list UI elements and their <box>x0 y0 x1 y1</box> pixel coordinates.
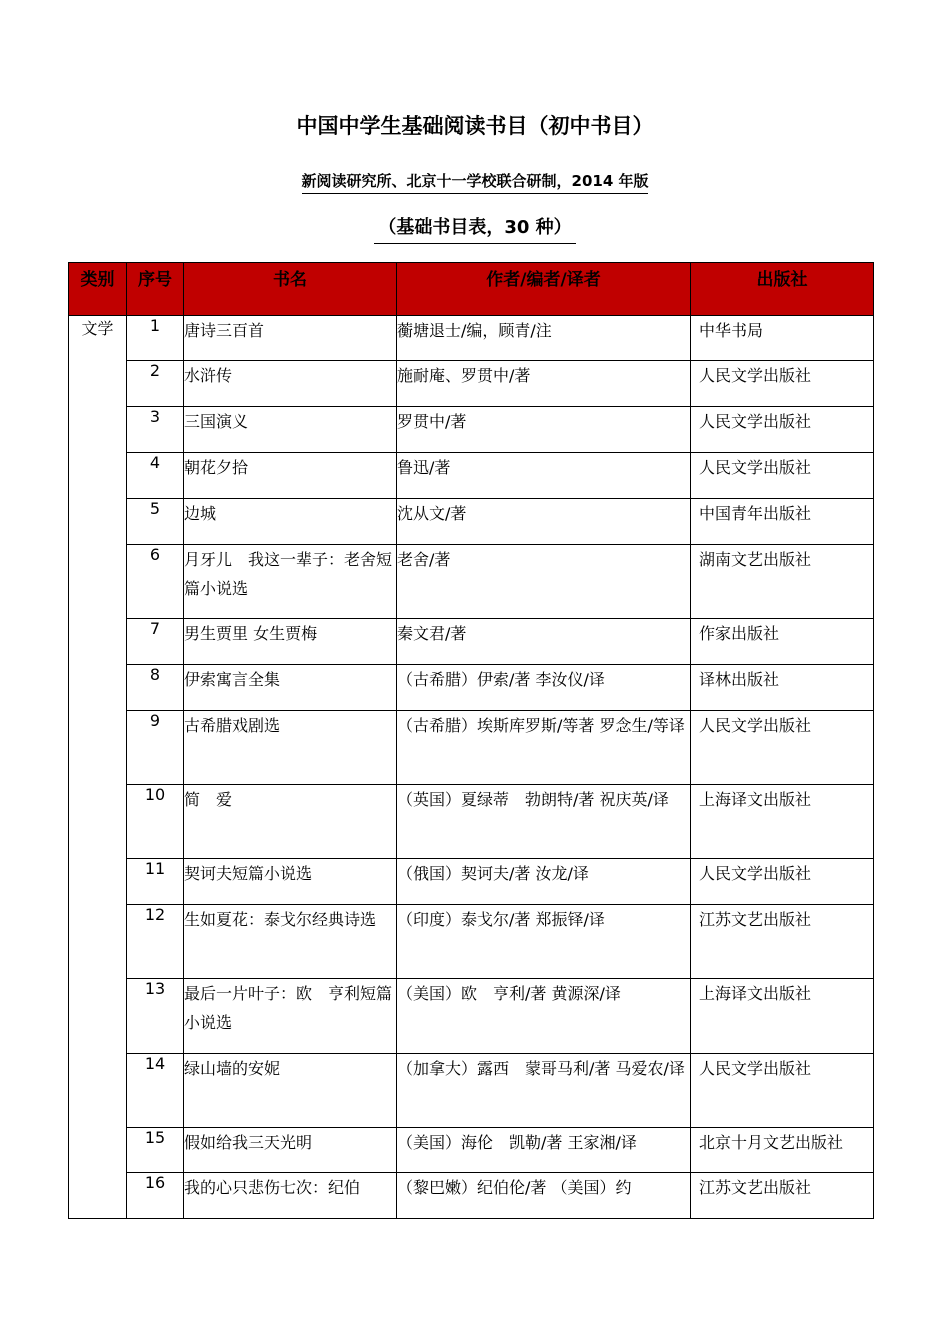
table-row <box>69 905 874 979</box>
header-category: 类别 <box>69 263 127 316</box>
book-author: 蘅塘退士/编，顾青/注 <box>397 316 691 361</box>
book-publisher: 作家出版社 <box>691 619 874 665</box>
row-number: 15 <box>127 1128 184 1173</box>
book-author: （英国）夏绿蒂 勃朗特/著 祝庆英/译 <box>397 785 691 859</box>
book-title: 伊索寓言全集 <box>184 665 397 711</box>
book-publisher: 人民文学出版社 <box>691 453 874 499</box>
row-number: 5 <box>127 499 184 545</box>
subtitle <box>0 170 950 194</box>
book-author: 施耐庵、罗贯中/著 <box>397 361 691 407</box>
row-number: 3 <box>127 407 184 453</box>
row-number: 10 <box>127 785 184 859</box>
table-row <box>69 711 874 785</box>
book-title: 我的心只悲伤七次：纪伯 <box>184 1173 397 1219</box>
book-publisher: 人民文学出版社 <box>691 711 874 785</box>
book-title: 生如夏花：泰戈尔经典诗选 <box>184 905 397 979</box>
book-author: （俄国）契诃夫/著 汝龙/译 <box>397 859 691 905</box>
table-row <box>69 1173 874 1219</box>
book-author: 老舍/著 <box>397 545 691 619</box>
row-number: 2 <box>127 361 184 407</box>
book-author: （美国）海伦 凯勒/著 王家湘/译 <box>397 1128 691 1173</box>
book-title: 简 爱 <box>184 785 397 859</box>
book-publisher: 人民文学出版社 <box>691 361 874 407</box>
book-title: 三国演义 <box>184 407 397 453</box>
book-publisher: 江苏文艺出版社 <box>691 1173 874 1219</box>
book-author: （美国）欧 亨利/著 黄源深/译 <box>397 979 691 1054</box>
book-author: 罗贯中/著 <box>397 407 691 453</box>
book-title: 朝花夕拾 <box>184 453 397 499</box>
row-number: 6 <box>127 545 184 619</box>
book-title: 最后一片叶子：欧 亨利短篇小说选 <box>184 979 397 1054</box>
book-list-table <box>68 262 874 1219</box>
table-row <box>69 361 874 407</box>
book-title: 假如给我三天光明 <box>184 1128 397 1173</box>
book-author: 鲁迅/著 <box>397 453 691 499</box>
book-author: （印度）泰戈尔/著 郑振铎/译 <box>397 905 691 979</box>
book-author: （古希腊）埃斯库罗斯/等著 罗念生/等译 <box>397 711 691 785</box>
table-row <box>69 499 874 545</box>
row-number: 7 <box>127 619 184 665</box>
row-number: 8 <box>127 665 184 711</box>
row-number: 11 <box>127 859 184 905</box>
book-author: 秦文君/著 <box>397 619 691 665</box>
book-publisher: 北京十月文艺出版社 <box>691 1128 874 1173</box>
row-number: 12 <box>127 905 184 979</box>
row-number: 13 <box>127 979 184 1054</box>
book-publisher: 湖南文艺出版社 <box>691 545 874 619</box>
book-title: 月牙儿 我这一辈子：老舍短篇小说选 <box>184 545 397 619</box>
book-author: （加拿大）露西 蒙哥马利/著 马爱农/译 <box>397 1054 691 1128</box>
table-caption-text: （基础书目表，30 种） <box>374 213 575 244</box>
header-title: 书名 <box>184 263 397 316</box>
row-number: 9 <box>127 711 184 785</box>
book-title: 边城 <box>184 499 397 545</box>
table-header-row <box>69 263 874 316</box>
row-number: 16 <box>127 1173 184 1219</box>
table-row <box>69 545 874 619</box>
table-caption <box>0 213 950 244</box>
table-row <box>69 316 874 361</box>
table-row <box>69 979 874 1054</box>
book-publisher: 中国青年出版社 <box>691 499 874 545</box>
book-publisher: 人民文学出版社 <box>691 407 874 453</box>
book-publisher: 人民文学出版社 <box>691 1054 874 1128</box>
book-publisher: 译林出版社 <box>691 665 874 711</box>
book-publisher: 江苏文艺出版社 <box>691 905 874 979</box>
book-author: 沈从文/著 <box>397 499 691 545</box>
header-number: 序号 <box>127 263 184 316</box>
header-publisher: 出版社 <box>691 263 874 316</box>
page-title: 中国中学生基础阅读书目（初中书目） <box>296 114 654 138</box>
book-title: 男生贾里 女生贾梅 <box>184 619 397 665</box>
table-body <box>69 316 874 1219</box>
header-author: 作者/编者/译者 <box>397 263 691 316</box>
table-row <box>69 665 874 711</box>
subtitle-text: 新阅读研究所、北京十一学校联合研制，2014 年版 <box>302 170 649 194</box>
book-publisher: 人民文学出版社 <box>691 859 874 905</box>
category-cell: 文学 <box>69 316 127 1219</box>
table-row <box>69 859 874 905</box>
book-title: 契诃夫短篇小说选 <box>184 859 397 905</box>
book-title: 古希腊戏剧选 <box>184 711 397 785</box>
row-number: 14 <box>127 1054 184 1128</box>
book-title: 绿山墙的安妮 <box>184 1054 397 1128</box>
table-row <box>69 1128 874 1173</box>
book-author: （黎巴嫩）纪伯伦/著 （美国）约 <box>397 1173 691 1219</box>
book-title: 唐诗三百首 <box>184 316 397 361</box>
book-author: （古希腊）伊索/著 李汝仪/译 <box>397 665 691 711</box>
table-row <box>69 619 874 665</box>
book-publisher: 上海译文出版社 <box>691 785 874 859</box>
table-row <box>69 407 874 453</box>
book-title: 水浒传 <box>184 361 397 407</box>
table-row <box>69 1054 874 1128</box>
row-number: 4 <box>127 453 184 499</box>
row-number: 1 <box>127 316 184 361</box>
table-row <box>69 785 874 859</box>
table-row <box>69 453 874 499</box>
book-publisher: 上海译文出版社 <box>691 979 874 1054</box>
book-publisher: 中华书局 <box>691 316 874 361</box>
